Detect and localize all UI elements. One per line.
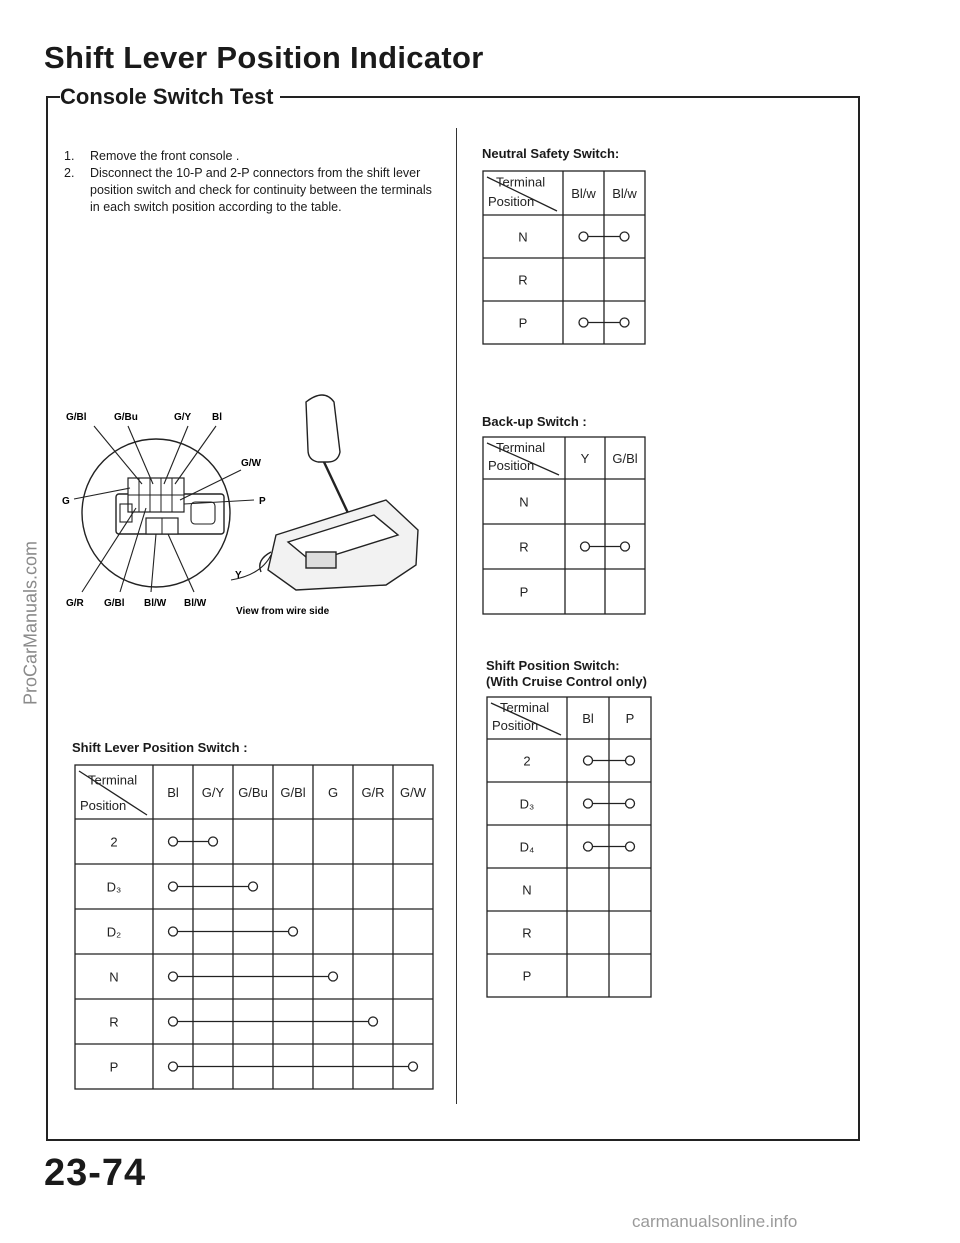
continuity-terminal [169, 837, 178, 846]
row-position-label: 2 [523, 753, 531, 769]
neutral-safety-table-title [482, 146, 619, 162]
wire-label-gbu: G/Bu [114, 412, 138, 423]
side-watermark-text: ProCarManuals.com [20, 540, 41, 706]
table-title-text: Back-up Switch : [482, 414, 587, 429]
continuity-terminal [579, 232, 588, 241]
step-text: Remove the front console . [90, 149, 240, 163]
continuity-terminal [329, 972, 338, 981]
continuity-terminal [169, 882, 178, 891]
column-header: Bl/w [612, 186, 637, 201]
side-watermark [16, 513, 46, 733]
wire-label-p: P [259, 496, 266, 507]
wire-label-y: Y [235, 570, 242, 581]
procedure-steps [64, 148, 434, 216]
wire-label-gy: G/Y [174, 412, 192, 423]
header-terminal-label: Terminal [88, 772, 138, 788]
step-item [64, 165, 434, 216]
column-divider [456, 128, 457, 1104]
wire-label-bl: Bl [212, 412, 222, 423]
row-position-label: R [109, 1014, 119, 1030]
continuity-terminal [626, 756, 635, 765]
row-position-label: N [519, 494, 529, 510]
frame-top-border [262, 96, 860, 98]
page-number: 23-74 [44, 1152, 147, 1194]
continuity-terminal [169, 927, 178, 936]
column-header: G/Y [201, 785, 225, 800]
row-position-label: R [519, 539, 529, 555]
wire-label-g: G [62, 496, 70, 507]
row-position-label: R [522, 925, 532, 941]
row-position-label: D₄ [519, 839, 535, 855]
continuity-terminal [409, 1062, 418, 1071]
page-title: Shift Lever Position Indicator [44, 40, 484, 75]
row-position-label: P [522, 968, 532, 984]
header-terminal-label: Terminal [496, 439, 546, 455]
continuity-terminal [169, 1017, 178, 1026]
row-position-label: P [109, 1059, 119, 1075]
wire-label-gw: G/W [241, 458, 261, 469]
column-header: G/Bu [238, 785, 268, 800]
back-up-table [482, 436, 646, 615]
header-terminal-label: Terminal [496, 174, 546, 190]
row-position-label: N [109, 969, 119, 985]
shift-position-table [486, 696, 652, 998]
continuity-terminal [584, 756, 593, 765]
table-title-text: Neutral Safety Switch: [482, 146, 620, 161]
continuity-terminal [369, 1017, 378, 1026]
continuity-terminal [621, 542, 630, 551]
continuity-terminal [626, 799, 635, 808]
frame-bottom-border [46, 1139, 860, 1141]
header-position-label: Position [488, 194, 535, 209]
column-header: Bl [582, 711, 594, 726]
row-position-label: P [518, 315, 528, 331]
continuity-terminal [209, 837, 218, 846]
section-title: Console Switch Test [60, 84, 280, 110]
column-header: G/W [400, 785, 426, 800]
back-up-table-title [482, 414, 587, 430]
continuity-terminal [249, 882, 258, 891]
row-position-label: 2 [110, 834, 118, 850]
column-header: Y [580, 451, 590, 466]
frame-left-border [46, 96, 48, 1141]
step-item [64, 148, 434, 165]
connector-diagram [56, 380, 436, 630]
row-position-label: R [518, 272, 528, 288]
continuity-mark [169, 972, 338, 981]
continuity-terminal [169, 972, 178, 981]
shift-lever-table [74, 764, 434, 1090]
step-number: 2. [64, 166, 75, 180]
continuity-terminal [579, 318, 588, 327]
step-number: 1. [64, 149, 75, 163]
continuity-terminal [584, 799, 593, 808]
header-terminal-label: Terminal [500, 699, 550, 715]
continuity-mark [169, 1062, 418, 1071]
row-position-label: D₃ [519, 796, 535, 812]
diagram-caption: View from wire side [236, 606, 330, 617]
shift-position-table-title [486, 658, 647, 690]
wire-label-gbl-bottom: G/Bl [104, 598, 125, 609]
row-position-label: N [518, 229, 528, 245]
column-header: G/Bl [280, 785, 306, 800]
wire-label-gr: G/R [66, 598, 84, 609]
column-header: Bl [167, 785, 179, 800]
column-header: Bl/w [571, 186, 596, 201]
row-position-label: N [522, 882, 532, 898]
continuity-terminal [581, 542, 590, 551]
row-position-label: D₃ [106, 879, 122, 895]
table-subtitle-text: (With Cruise Control only) [486, 674, 647, 689]
row-position-label: D₂ [106, 924, 122, 940]
shift-lever-illustration [260, 395, 418, 590]
bottom-watermark: carmanualsonline.info [632, 1212, 798, 1231]
continuity-terminal [626, 842, 635, 851]
header-position-label: Position [80, 798, 127, 813]
frame-right-border [858, 96, 860, 1141]
continuity-terminal [584, 842, 593, 851]
header-position-label: Position [488, 458, 535, 473]
shift-lever-table-title [72, 740, 248, 756]
continuity-terminal [620, 318, 629, 327]
wire-label-blw-2: Bl/W [184, 598, 207, 609]
column-header: G [327, 785, 339, 800]
neutral-safety-table [482, 170, 646, 345]
column-header: G/R [361, 785, 385, 800]
continuity-terminal [620, 232, 629, 241]
continuity-mark [169, 882, 258, 891]
wire-label-gbl-top: G/Bl [66, 412, 87, 423]
header-position-label: Position [492, 718, 539, 733]
continuity-terminal [169, 1062, 178, 1071]
table-title-text: Shift Lever Position Switch : [72, 740, 248, 755]
connector-outline-circle [82, 439, 230, 587]
frame-corner-tick [46, 96, 60, 98]
row-position-label: P [519, 584, 529, 600]
column-header: G/Bl [612, 451, 638, 466]
step-text: Disconnect the 10-P and 2-P connectors from the shift lever position switch and check for continuity between the terminals in each switch position according to the table. [90, 166, 432, 214]
table-border [75, 765, 433, 1089]
column-header: P [625, 711, 635, 726]
continuity-terminal [289, 927, 298, 936]
wire-label-blw-1: Bl/W [144, 598, 167, 609]
table-title-text: Shift Position Switch: [486, 658, 620, 673]
